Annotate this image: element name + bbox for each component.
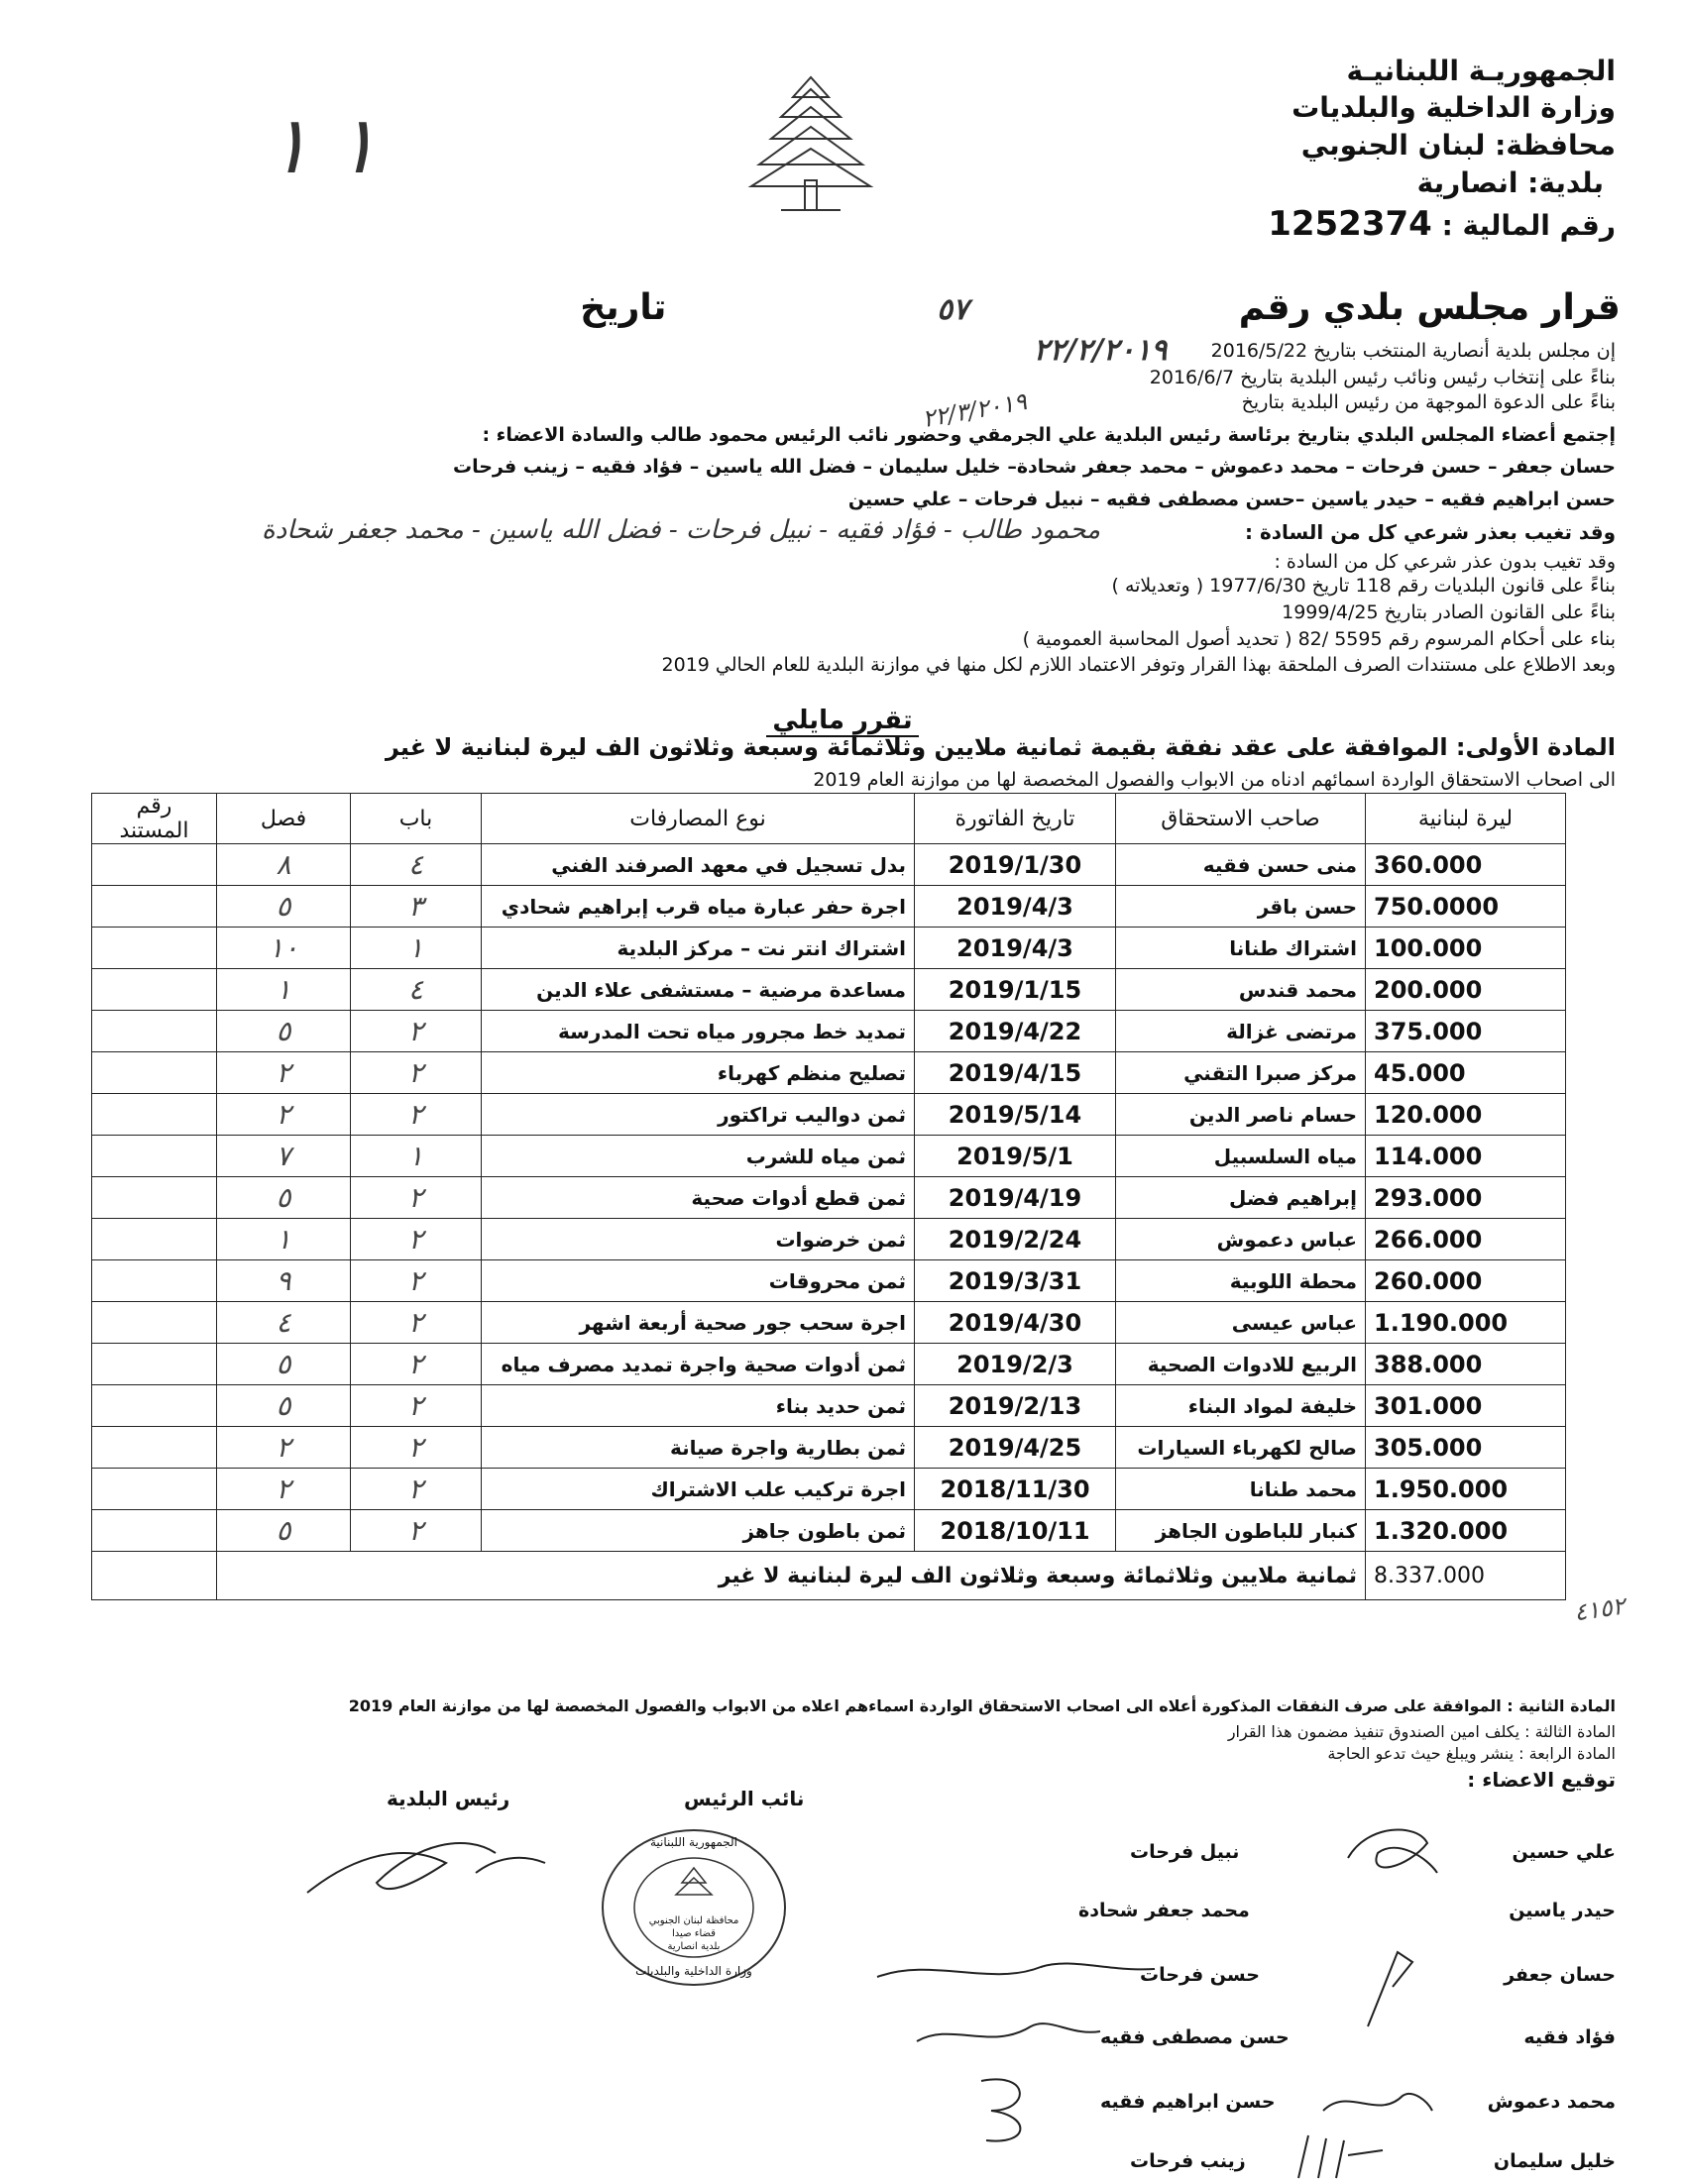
president-label: رئيس البلدية [387, 1787, 510, 1810]
cell-date: 2019/2/13 [915, 1385, 1116, 1427]
total-doc [92, 1552, 217, 1600]
cell-fasl: ٢ [217, 1427, 351, 1469]
cell-type: اشتراك انتر نت – مركز البلدية [482, 928, 915, 969]
cell-doc [92, 928, 217, 969]
cell-fasl: ١ [217, 969, 351, 1011]
table-row [92, 1136, 1566, 1177]
cell-amount: 750.0000 [1366, 886, 1566, 928]
table-row [92, 1177, 1566, 1219]
side-note-hand: ٤١٥٢ [1572, 1591, 1628, 1627]
cell-fasl: ٢ [217, 1094, 351, 1136]
cell-bab: ١ [351, 928, 482, 969]
stamp-ring-bottom: وزارة الداخلية والبلديات [635, 1964, 752, 1978]
cell-doc [92, 886, 217, 928]
cell-payee: مرتضى غزالة [1116, 1011, 1366, 1052]
cell-payee: منى حسن فقيه [1116, 844, 1366, 886]
signature-hassan-mostafa [912, 2002, 1110, 2065]
cell-bab: ٢ [351, 1052, 482, 1094]
cell-doc [92, 1260, 217, 1302]
cell-bab: ٢ [351, 1385, 482, 1427]
cedar-emblem-icon [741, 69, 880, 218]
cell-payee: إبراهيم فضل [1116, 1177, 1366, 1219]
cell-amount: 360.000 [1366, 844, 1566, 886]
cell-payee: مركز صبرا التقني [1116, 1052, 1366, 1094]
preamble-members-1: حسان جعفر – حسن فرحات – محمد دعموش – محمد جعفر شحادة– خليل سليمان – فضل الله ياسين – فؤاد فقيه – زينب فرحات [453, 456, 1616, 478]
cell-amount: 100.000 [1366, 928, 1566, 969]
cell-date: 2019/4/22 [915, 1011, 1116, 1052]
cell-payee: كنبار للباطون الجاهز [1116, 1510, 1366, 1552]
total-row [92, 1552, 1566, 1600]
cell-fasl: ٧ [217, 1136, 351, 1177]
cell-bab: ٢ [351, 1011, 482, 1052]
member-name: محمد جعفر شحادة [1078, 1900, 1250, 1921]
col-payee: صاحب الاستحقاق [1116, 794, 1366, 844]
cell-doc [92, 1052, 217, 1094]
cell-bab: ٢ [351, 1219, 482, 1260]
cell-payee: خليفة لمواد البناء [1116, 1385, 1366, 1427]
expense-table [91, 793, 1566, 1600]
meeting-date-hand: ٢٢/٣/٢٠١٩ [920, 386, 1030, 434]
table-row [92, 844, 1566, 886]
preamble-meeting: إجتمع أعضاء المجلس البلدي بتاريخ برئاسة رئيس البلدية علي الجرمقي وحضور نائب الرئيس محمود طالب والسادة الاعضاء : [482, 424, 1616, 446]
members-signature-heading: توقيع الاعضاء : [1467, 1768, 1616, 1792]
cell-type: ثمن مياه للشرب [482, 1136, 915, 1177]
cell-bab: ٢ [351, 1469, 482, 1510]
header-ministry: وزارة الداخلية والبلديات [1292, 91, 1616, 124]
total-amount: 8.337.000 [1366, 1552, 1566, 1600]
member-name: نبيل فرحات [1130, 1841, 1240, 1863]
preamble-absent-excused: وقد تغيب بعذر شرعي كل من السادة : [1245, 520, 1616, 544]
title-number-hand: ٥٧ [937, 292, 969, 327]
cell-type: ثمن قطع أدوات صحية [482, 1177, 915, 1219]
cell-doc [92, 1011, 217, 1052]
member-name: زينب فرحات [1130, 2150, 1246, 2172]
cell-fasl: ٥ [217, 1177, 351, 1219]
col-date: تاريخ الفاتورة [915, 794, 1116, 844]
cell-bab: ٤ [351, 969, 482, 1011]
cell-type: ثمن أدوات صحية واجرة تمديد مصرف مياه [482, 1344, 915, 1385]
title-date-label: تاريخ [580, 287, 667, 328]
table-row [92, 1011, 1566, 1052]
member-name: حسان جعفر [1504, 1964, 1616, 1986]
cell-type: ثمن خرضوات [482, 1219, 915, 1260]
official-stamp [595, 1823, 793, 1992]
signature-hassan-jaafar [1358, 1942, 1427, 2035]
table-row [92, 1427, 1566, 1469]
cell-date: 2019/4/3 [915, 886, 1116, 928]
cell-payee: صالح لكهرباء السيارات [1116, 1427, 1366, 1469]
cell-date: 2019/4/3 [915, 928, 1116, 969]
finance-number: 1252374 [1268, 204, 1432, 244]
preamble-line: بناءً على إنتخاب رئيس ونائب رئيس البلدية بتاريخ 2016/6/7 [1149, 367, 1616, 388]
header-municipality: بلدية: انصارية [1416, 166, 1604, 199]
cell-bab: ٢ [351, 1510, 482, 1552]
cell-doc [92, 1344, 217, 1385]
cell-fasl: ١٠ [217, 928, 351, 969]
stamp-ring-top: الجمهورية اللبنانية [649, 1835, 738, 1849]
cell-date: 2019/4/19 [915, 1177, 1116, 1219]
cell-fasl: ٥ [217, 1385, 351, 1427]
stamp-line: محافظة لبنان الجنوبي [648, 1915, 739, 1926]
table-row [92, 886, 1566, 928]
signature-mohamad-damoush [1318, 2081, 1437, 2129]
cell-date: 2019/1/30 [915, 844, 1116, 886]
col-bab: باب [351, 794, 482, 844]
member-name: حسن فرحات [1140, 1964, 1260, 1986]
cell-amount: 120.000 [1366, 1094, 1566, 1136]
cell-doc [92, 1510, 217, 1552]
cell-doc [92, 844, 217, 886]
signature-hassan-farhat [872, 1947, 1160, 2001]
decision-heading [0, 706, 1685, 735]
cell-type: ثمن بطارية واجرة صيانة [482, 1427, 915, 1469]
cell-amount: 260.000 [1366, 1260, 1566, 1302]
cell-bab: ١ [351, 1136, 482, 1177]
preamble-line: إن مجلس بلدية أنصارية المنتخب بتاريخ 2016/5/22 [1210, 340, 1616, 362]
cell-fasl: ٥ [217, 1510, 351, 1552]
cell-payee: عباس دعموش [1116, 1219, 1366, 1260]
signature-khalil-sleiman [1289, 2130, 1388, 2184]
cell-amount: 301.000 [1366, 1385, 1566, 1427]
cell-payee: محطة اللوبية [1116, 1260, 1366, 1302]
article-3: المادة الثالثة : يكلف امين الصندوق تنفيذ مضمون هذا القرار [1227, 1722, 1616, 1741]
cell-type: ثمن حديد بناء [482, 1385, 915, 1427]
cell-doc [92, 1136, 217, 1177]
cell-type: اجرة تركيب علب الاشتراك [482, 1469, 915, 1510]
cell-doc [92, 969, 217, 1011]
cell-date: 2018/10/11 [915, 1510, 1116, 1552]
table-row [92, 1302, 1566, 1344]
cell-payee: الربيع للادوات الصحية [1116, 1344, 1366, 1385]
cell-bab: ٢ [351, 1302, 482, 1344]
title-text: قرار مجلس بلدي رقم [1238, 287, 1621, 328]
cell-date: 2019/5/14 [915, 1094, 1116, 1136]
table-header-row [92, 794, 1566, 844]
table-row [92, 1260, 1566, 1302]
vice-president-label: نائب الرئيس [684, 1787, 805, 1810]
preamble-review: وبعد الاطلاع على مستندات الصرف الملحقة بهذا القرار وتوفر الاعتماد اللازم لكل منها في موازنة البلدية للعام الحالي 2019 [661, 654, 1616, 676]
cell-amount: 1.190.000 [1366, 1302, 1566, 1344]
cell-amount: 1.320.000 [1366, 1510, 1566, 1552]
cell-payee: اشتراك طنانا [1116, 928, 1366, 969]
cell-fasl: ٩ [217, 1260, 351, 1302]
cell-amount: 375.000 [1366, 1011, 1566, 1052]
cell-fasl: ٢ [217, 1052, 351, 1094]
cell-date: 2018/11/30 [915, 1469, 1116, 1510]
cell-doc [92, 1427, 217, 1469]
table-row [92, 1094, 1566, 1136]
signature-ali-hussein [1338, 1818, 1447, 1892]
cell-amount: 293.000 [1366, 1177, 1566, 1219]
article-1: المادة الأولى: الموافقة على عقد نفقة بقيمة ثمانية ملايين وثلاثمائة وسبعة وثلاثون الف ليرة لبنانية لا غير [385, 733, 1616, 761]
cell-payee: مياه السلسبيل [1116, 1136, 1366, 1177]
cell-bab: ٣ [351, 886, 482, 928]
cell-amount: 266.000 [1366, 1219, 1566, 1260]
member-name: حسن مصطفى فقيه [1100, 2026, 1290, 2048]
member-name: فؤاد فقيه [1523, 2026, 1616, 2048]
col-doc: رقم المستند [92, 794, 217, 844]
member-name: حيدر ياسين [1509, 1900, 1616, 1921]
member-name: حسن ابراهيم فقيه [1100, 2091, 1276, 2113]
cell-payee: محمد قندس [1116, 969, 1366, 1011]
cell-bab: ٢ [351, 1427, 482, 1469]
cell-payee: حسن باقر [1116, 886, 1366, 928]
cell-doc [92, 1469, 217, 1510]
col-amount: ليرة لبنانية [1366, 794, 1566, 844]
cell-payee: محمد طنانا [1116, 1469, 1366, 1510]
cell-date: 2019/5/1 [915, 1136, 1116, 1177]
stamp-line: بلدية انصارية [667, 1941, 721, 1952]
preamble-absent-unexcused: وقد تغيب بدون عذر شرعي كل من السادة : [1274, 551, 1616, 573]
cell-type: مساعدة مرضية – مستشفى علاء الدين [482, 969, 915, 1011]
cell-fasl: ٥ [217, 886, 351, 928]
cell-doc [92, 1385, 217, 1427]
cell-type: تمديد خط مجرور مياه تحت المدرسة [482, 1011, 915, 1052]
cell-type: ثمن دواليب تراكتور [482, 1094, 915, 1136]
cell-date: 2019/2/3 [915, 1344, 1116, 1385]
finance-label: رقم المالية : [1441, 209, 1616, 242]
header-republic: الجمهوريـة اللبنانيـة [1346, 55, 1616, 87]
cell-bab: ٢ [351, 1177, 482, 1219]
cell-date: 2019/4/30 [915, 1302, 1116, 1344]
preamble-line: بناءً على الدعوة الموجهة من رئيس البلدية بتاريخ [1241, 391, 1616, 413]
col-fasl: فصل [217, 794, 351, 844]
cell-date: 2019/3/31 [915, 1260, 1116, 1302]
cell-type: ثمن محروقات [482, 1260, 915, 1302]
cell-bab: ٤ [351, 844, 482, 886]
cell-fasl: ٢ [217, 1469, 351, 1510]
cell-date: 2019/4/25 [915, 1427, 1116, 1469]
header-finance [1268, 204, 1616, 244]
preamble-members-2: حسن ابراهيم فقيه – حيدر ياسين –حسن مصطفى فقيه – نبيل فرحات – علي حسين [847, 489, 1616, 510]
cell-date: 2019/1/15 [915, 969, 1116, 1011]
cell-payee: حسام ناصر الدين [1116, 1094, 1366, 1136]
decision-heading-text: تقرر مايلي [766, 706, 918, 737]
absent-excused-hand: محمود طالب - فؤاد فقيه - نبيل فرحات - فضل الله ياسين - محمد جعفر شحادة [262, 515, 1100, 545]
col-type: نوع المصارفات [482, 794, 915, 844]
cell-type: ثمن باطون جاهز [482, 1510, 915, 1552]
title-date-hand: ٢٢/٢/٢٠١٩ [1033, 333, 1168, 368]
cell-fasl: ٥ [217, 1344, 351, 1385]
table-row [92, 1052, 1566, 1094]
preamble-law: بناءً على قانون البلديات رقم 118 تاريخ 1977/6/30 ( وتعديلاته ) [1111, 575, 1616, 597]
member-name: علي حسين [1512, 1841, 1616, 1863]
table-row [92, 1469, 1566, 1510]
cell-amount: 45.000 [1366, 1052, 1566, 1094]
preamble-decree: بناء على أحكام المرسوم رقم 5595 /82 ( تحديد أصول المحاسبة العمومية ) [1022, 628, 1616, 650]
cell-doc [92, 1177, 217, 1219]
article-1-sub: الى اصحاب الاستحقاق الواردة اسمائهم ادناه من الابواب والفصول المخصصة لها من موازنة العام 2019 [813, 769, 1616, 791]
cell-amount: 114.000 [1366, 1136, 1566, 1177]
table-row [92, 1219, 1566, 1260]
cell-fasl: ٨ [217, 844, 351, 886]
cell-doc [92, 1094, 217, 1136]
header-governorate: محافظة: لبنان الجنوبي [1300, 129, 1616, 162]
article-4: المادة الرابعة : ينشر ويبلغ حيث تدعو الحاجة [1327, 1744, 1616, 1763]
cell-payee: عباس عيسى [1116, 1302, 1366, 1344]
cell-bab: ٢ [351, 1094, 482, 1136]
cell-type: تصليح منظم كهرباء [482, 1052, 915, 1094]
cell-amount: 200.000 [1366, 969, 1566, 1011]
cell-date: 2019/4/15 [915, 1052, 1116, 1094]
table-row [92, 1344, 1566, 1385]
preamble-law: بناءً على القانون الصادر بتاريخ 1999/4/25 [1282, 601, 1616, 623]
cell-amount: 388.000 [1366, 1344, 1566, 1385]
table-row [92, 1510, 1566, 1552]
total-words: ثمانية ملايين وثلاثمائة وسبعة وثلاثون الف ليرة لبنانية لا غير [217, 1552, 1366, 1600]
cell-amount: 305.000 [1366, 1427, 1566, 1469]
cell-fasl: ٤ [217, 1302, 351, 1344]
stamp-line: قضاء صيدا [672, 1928, 716, 1939]
member-name: خليل سليمان [1493, 2150, 1616, 2172]
cell-fasl: ١ [217, 1219, 351, 1260]
cell-bab: ٢ [351, 1260, 482, 1302]
cell-bab: ٢ [351, 1344, 482, 1385]
table-row [92, 969, 1566, 1011]
member-name: محمد دعموش [1487, 2091, 1616, 2113]
cell-type: بدل تسجيل في معهد الصرفند الفني [482, 844, 915, 886]
cell-doc [92, 1302, 217, 1344]
top-left-handwriting: ١ ١ [268, 99, 379, 191]
president-signature [297, 1823, 555, 1907]
cell-amount: 1.950.000 [1366, 1469, 1566, 1510]
cell-doc [92, 1219, 217, 1260]
table-row [92, 928, 1566, 969]
signature-hassan-ibrahim [971, 2071, 1051, 2154]
cell-date: 2019/2/24 [915, 1219, 1116, 1260]
cell-type: اجرة سحب جور صحية أربعة اشهر [482, 1302, 915, 1344]
stamp-center [639, 1914, 748, 1953]
article-2: المادة الثانية : الموافقة على صرف النفقات المذكورة أعلاه الى اصحاب الاستحقاق الواردة اسماءهم اعلاه من الابواب والفصول المخصصة لها من موازنة العام 2019 [348, 1696, 1616, 1715]
cell-type: اجرة حفر عبارة مياه قرب إبراهيم شحادي [482, 886, 915, 928]
table-row [92, 1385, 1566, 1427]
cell-fasl: ٥ [217, 1011, 351, 1052]
